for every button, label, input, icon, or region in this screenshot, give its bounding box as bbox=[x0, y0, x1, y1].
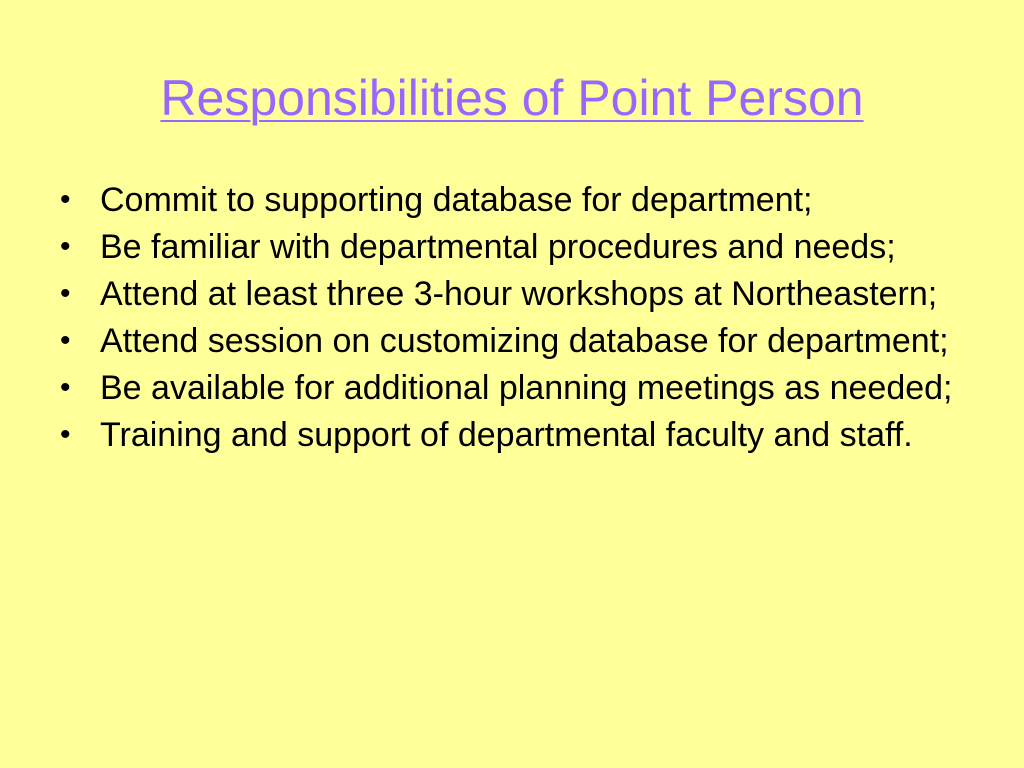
list-item bbox=[56, 227, 976, 267]
slide-title: Responsibilities of Point Person bbox=[160, 70, 864, 126]
bullet-text: Be familiar with departmental procedures and needs; bbox=[100, 228, 896, 266]
bullet-text: Attend session on customizing database for department; bbox=[100, 322, 949, 360]
list-item bbox=[56, 274, 976, 314]
bullet-text: Commit to supporting database for department; bbox=[100, 181, 813, 219]
bullet-icon: • bbox=[60, 324, 71, 357]
list-item bbox=[56, 368, 976, 408]
bullet-list bbox=[56, 180, 976, 462]
bullet-text: Attend at least three 3-hour workshops at Northeastern; bbox=[100, 275, 938, 313]
list-item bbox=[56, 180, 976, 220]
list-item bbox=[56, 321, 976, 361]
list-item bbox=[56, 415, 976, 455]
bullet-text: Training and support of departmental faculty and staff. bbox=[100, 416, 913, 454]
bullet-icon: • bbox=[60, 277, 71, 310]
bullet-icon: • bbox=[60, 418, 71, 451]
bullet-text: Be available for additional planning meetings as needed; bbox=[100, 369, 953, 407]
bullet-icon: • bbox=[60, 230, 71, 263]
bullet-icon: • bbox=[60, 371, 71, 404]
bullet-icon: • bbox=[60, 183, 71, 216]
